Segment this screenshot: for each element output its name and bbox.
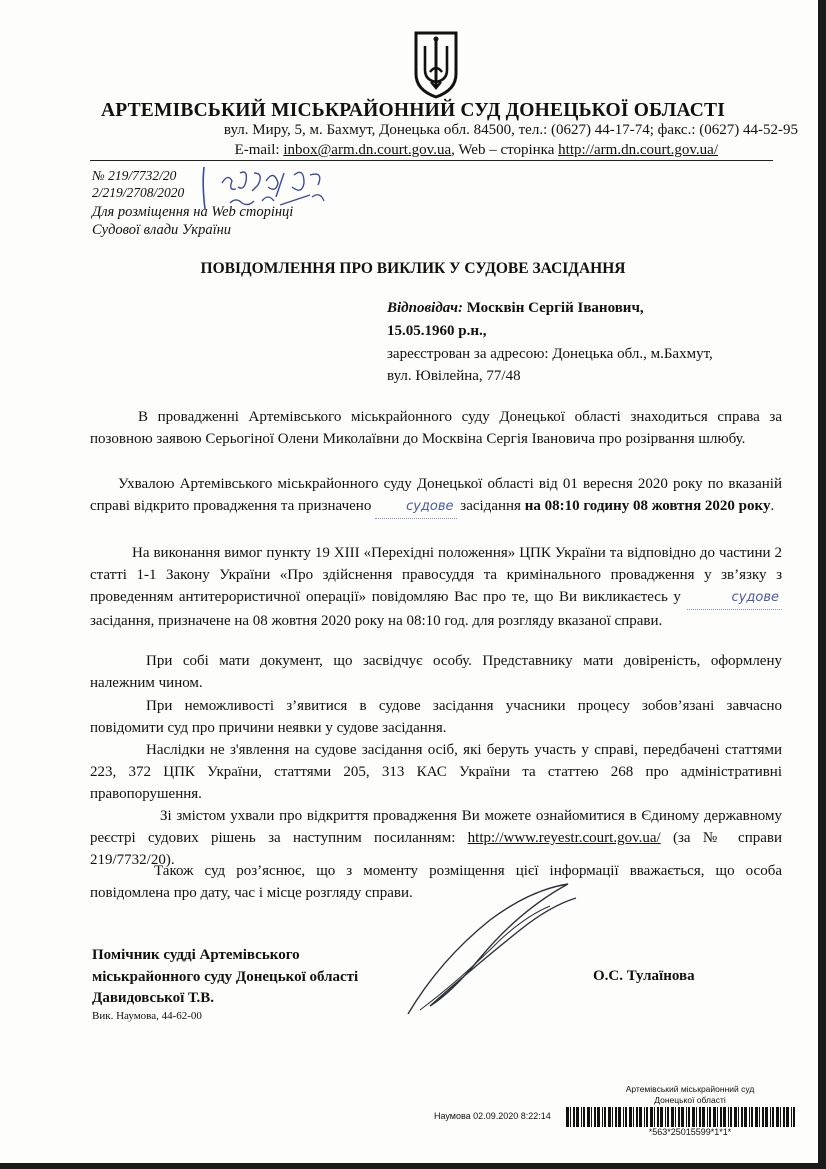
- signer-name: О.С. Тулаїнова: [593, 968, 695, 984]
- handwritten-signature: [400, 880, 590, 1020]
- scan-edge-bottom: [0, 1163, 826, 1169]
- header-divider: [90, 160, 773, 161]
- respondent-name-line: [387, 300, 644, 317]
- web-placement-note-2: Судової влади України: [92, 222, 232, 238]
- coat-of-arms-icon: [413, 30, 459, 100]
- barcode-icon: [566, 1107, 798, 1127]
- court-address: вул. Миру, 5, м. Бахмут, Донецька обл. 84500, тел.: (0627) 44-17-74; факс.: (0627) 44-52-95: [223, 122, 798, 138]
- respondent-address-2: вул. Ювілейна, 77/48: [387, 368, 521, 384]
- paragraph-summons: [90, 542, 782, 632]
- signatory-title-1: Помічник судді Артемівського: [92, 947, 300, 963]
- paragraph-hearing-scheduled: [90, 473, 782, 519]
- paragraph-consequences: Наслідки не з'явлення на судове засідання осіб, які беруть участь у справі, передбачені статтями 223, 372 ЦПК України, статтями 205, 313 КАС України та статтею 268 про адміністративні правопорушення.: [90, 742, 782, 802]
- handwritten-insert-2: судове: [687, 587, 782, 610]
- handwritten-insert: судове: [375, 496, 456, 519]
- executor-contact: Вик. Наумова, 44-62-00: [92, 1010, 202, 1022]
- scan-edge-right: [818, 0, 826, 1169]
- respondent-address-1: зареєстрован за адресою: Донецька обл., м.Бахмут,: [387, 346, 713, 362]
- web-placement-note: Для розміщення на Web сторінці: [92, 204, 294, 220]
- hearing-datetime: на 08:10 годину 08 жовтня 2020 року: [524, 498, 771, 514]
- registration-number: 2/219/2708/2020: [92, 185, 185, 200]
- barcode-text: *563*25015599*1*1*: [648, 1127, 732, 1137]
- barcode-court-line-2: Донецької області: [654, 1095, 726, 1105]
- court-name: АРТЕМІВСЬКИЙ МІСЬКРАЙОННИЙ СУД ДОНЕЦЬКОЇ ОБЛАСТІ: [100, 100, 726, 121]
- para7-text-b: (за № справи 219/7732/20).: [90, 830, 782, 868]
- barcode-court-label: [585, 1084, 795, 1106]
- para7-text-a: Зі змістом ухвали про відкриття провадження Ви можете ознайомитися в Єдиному державному реєстрі судових рішень за наступним посиланням:: [90, 808, 782, 846]
- para2-text-b: засідання: [456, 498, 525, 514]
- respondent-label: Відповідач:: [387, 300, 463, 316]
- respondent-birth: 15.05.1960 р.н.,: [387, 323, 487, 339]
- paragraph-case-info: В провадженні Артемівського міськрайонного суду Донецької області знаходиться справа за позовною заявою Серьогіної Олени Миколаївни до Москвіна Сергія Івановича про розірвання шлюбу.: [90, 409, 782, 447]
- web-link[interactable]: http://arm.dn.court.gov.ua/: [558, 142, 718, 158]
- signatory-title-2: міськрайонного суду Донецької області: [92, 969, 359, 985]
- registry-link[interactable]: http://www.reyestr.court.gov.ua/: [467, 830, 661, 846]
- barcode-court-line-1: Артемівський міськрайонний суд: [625, 1084, 755, 1094]
- signatory-title-3: Давидовської Т.В.: [92, 990, 215, 1006]
- handwritten-registration-mark: [200, 163, 340, 213]
- web-prefix: , Web – сторінка: [451, 142, 559, 158]
- court-contacts: [78, 142, 718, 159]
- paragraph-notification: Також суд роз’яснює, що з моменту розміщення цієї інформації вважається, що особа повідомлена про дату, час і місце розгляду справи.: [90, 863, 782, 901]
- email-prefix: E-mail:: [234, 142, 284, 158]
- document-title: ПОВІДОМЛЕННЯ ПРО ВИКЛИК У СУДОВЕ ЗАСІДАННЯ: [200, 260, 626, 277]
- respondent-name: Москвін Сергій Іванович,: [462, 300, 644, 316]
- para3-text-b: засідання, призначене на 08 жовтня 2020 року на 08:10 год. для розгляду вказаної справи.: [90, 613, 663, 629]
- author-date: Наумова 02.09.2020 8:22:14: [434, 1111, 551, 1121]
- email-link[interactable]: inbox@arm.dn.court.gov.ua: [283, 142, 452, 158]
- para3-text-a: На виконання вимог пункту 19 ХІІІ «Перехідні положення» ЦПК України та відповідно до частини 2 статті 1-1 Закону України «Про здійснення правосуддя та кримінального провадження у зв’язку з проведенням антитерористичної операції» повідомляю Вас про те, що Ви викликаєтесь у: [90, 545, 782, 605]
- paragraph-documents: При собі мати документ, що засвідчує особу. Представнику мати довіреність, оформлену належним чином.: [90, 653, 782, 691]
- para2-text-a: Ухвалою Артемівського міськрайонного суду Донецької області від 01 вересня 2020 року по вказаній справі відкрито провадження та призначено: [90, 476, 782, 514]
- paragraph-absence: При неможливості з’явитися в судове засідання учасники процесу зобов’язані завчасно повідомити суд про причини неявки у судове засідання.: [90, 698, 782, 736]
- case-number: № 219/7732/20: [92, 168, 177, 183]
- para2-end: .: [770, 498, 775, 514]
